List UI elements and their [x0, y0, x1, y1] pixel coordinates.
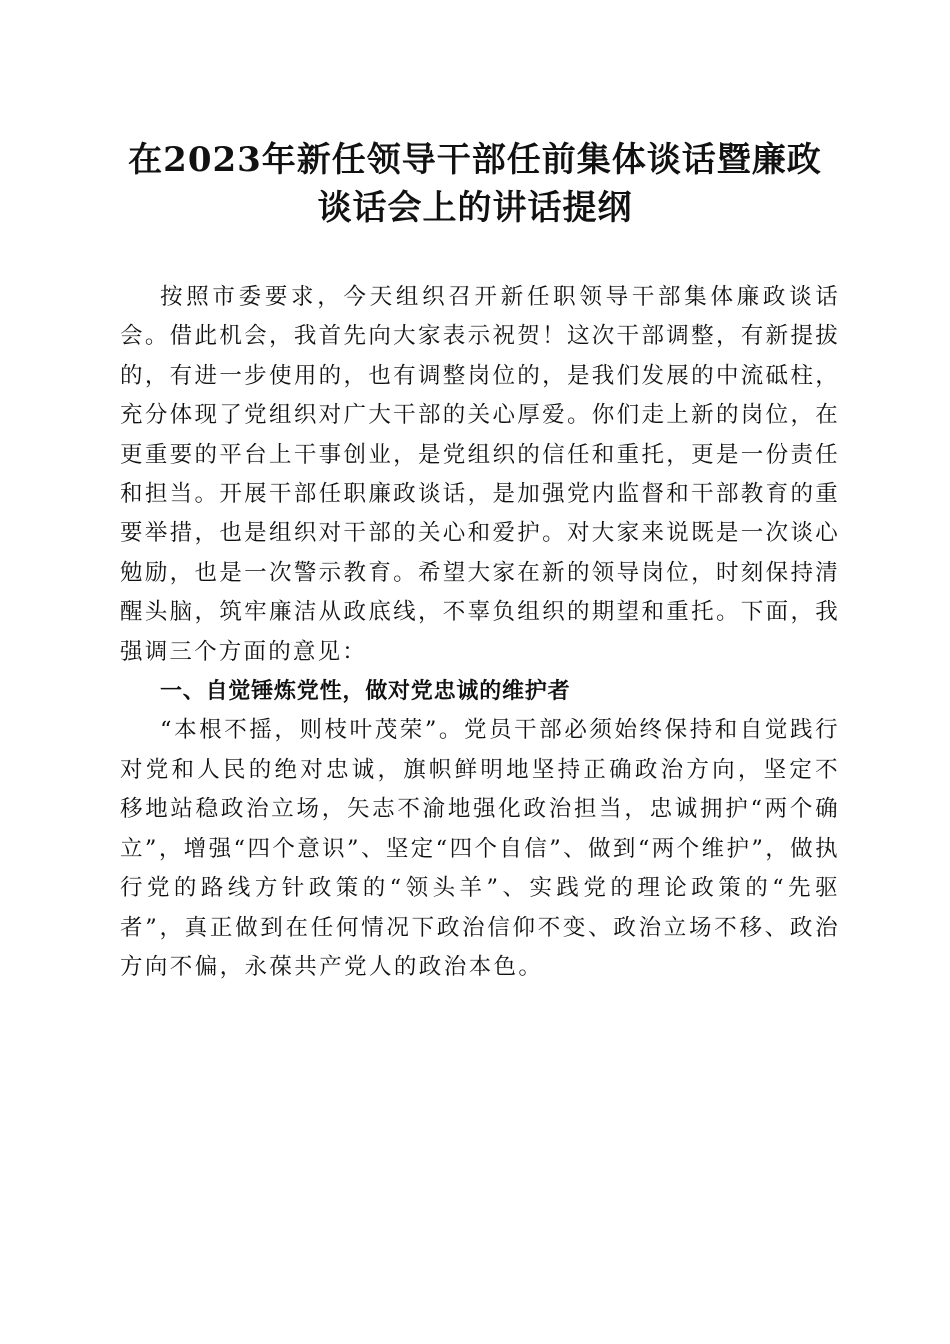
document-title: [100, 136, 850, 232]
intro-paragraph: 按照市委要求，今天组织召开新任职领导干部集体廉政谈话会。借此机会，我首先向大家表示祝贺！这次干部调整，有新提拔的，有进一步使用的，也有调整岗位的，是我们发展的中流砥柱，充分体现了党组织对广大干部的关心厚爱。你们走上新的岗位，在更重要的平台上干事创业，是党组织的信任和重托，更是一份责任和担当。开展干部任职廉政谈话，是加强党内监督和干部教育的重要举措，也是组织对干部的关心和爱护。对大家来说既是一次谈心勉励，也是一次警示教育。希望大家在新的领导岗位，时刻保持清醒头脑，筑牢廉洁从政底线，不辜负组织的期望和重托。下面，我强调三个方面的意见：: [120, 284, 840, 665]
document-body: [120, 278, 840, 987]
section-1-heading: 一、自觉锤炼党性，做对党忠诚的维护者: [160, 679, 571, 705]
section-1-paragraph: “本根不摇，则枝叶茂荣”。党员干部必须始终保持和自觉践行对党和人民的绝对忠诚，旗帜鲜明地坚持正确政治方向，坚定不移地站稳政治立场，矢志不渝地强化政治担当，忠诚拥护“两个确立”，增强“四个意识”、坚定“四个自信”、做到“两个维护”，做执行党的路线方针政策的“领头羊”、实践党的理论政策的“先驱者”，真正做到在任何情况下政治信仰不变、政治立场不移、政治方向不偏，永葆共产党人的政治本色。: [120, 717, 840, 980]
title-line-2: 谈话会上的讲话提纲: [317, 188, 633, 228]
title-line-1: 在2023年新任领导干部任前集体谈话暨廉政: [128, 140, 822, 180]
